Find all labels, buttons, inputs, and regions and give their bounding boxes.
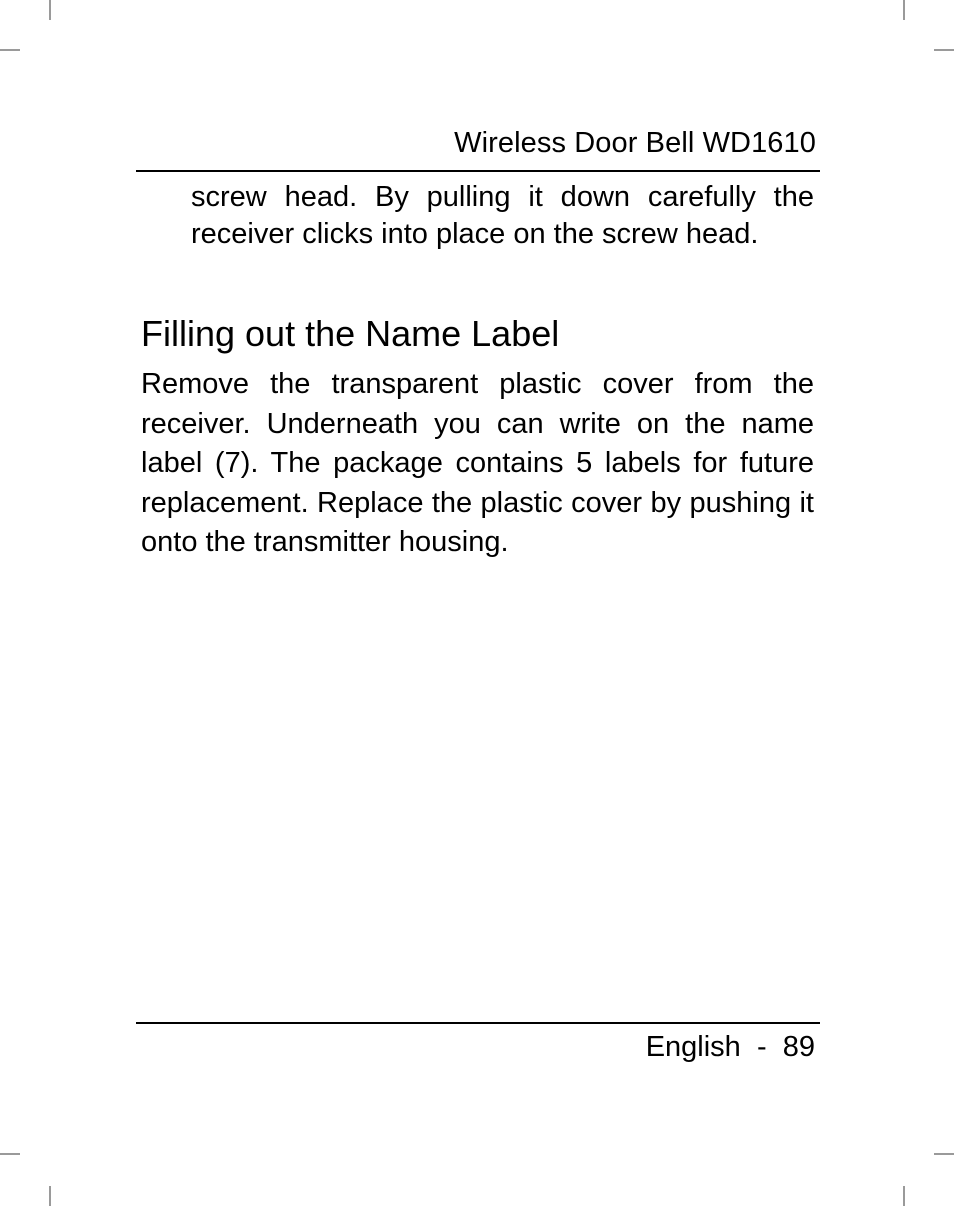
section-body-paragraph: Remove the transparent plastic cover from the receiver. Underneath you can write on the name label (7). The package contains 5 labels for future replacement. Replace the plastic cover by pushing it onto the transmitter housing. [141, 368, 814, 559]
running-footer [136, 1028, 815, 1066]
crop-mark-bottom-right-vertical [903, 1186, 905, 1206]
crop-mark-top-left-vertical [49, 0, 51, 20]
footer-rule [136, 1022, 820, 1024]
crop-mark-top-right-vertical [903, 0, 905, 20]
crop-mark-bottom-left-horizontal [0, 1153, 20, 1155]
crop-mark-bottom-right-horizontal [934, 1153, 954, 1155]
running-header-title: Wireless Door Bell WD1610 [454, 127, 816, 159]
continued-paragraph: screw head. By pulling it down carefully the receiver clicks into place on the screw head. [191, 181, 814, 250]
section-heading: Filling out the Name Label [141, 313, 560, 354]
header-rule [136, 170, 820, 172]
footer-language: English [645, 1031, 741, 1063]
page-number: 89 [782, 1031, 815, 1063]
crop-mark-top-right-horizontal [934, 49, 954, 51]
crop-mark-bottom-left-vertical [49, 1186, 51, 1206]
crop-mark-top-left-horizontal [0, 49, 20, 51]
footer-separator: - [756, 1031, 767, 1063]
